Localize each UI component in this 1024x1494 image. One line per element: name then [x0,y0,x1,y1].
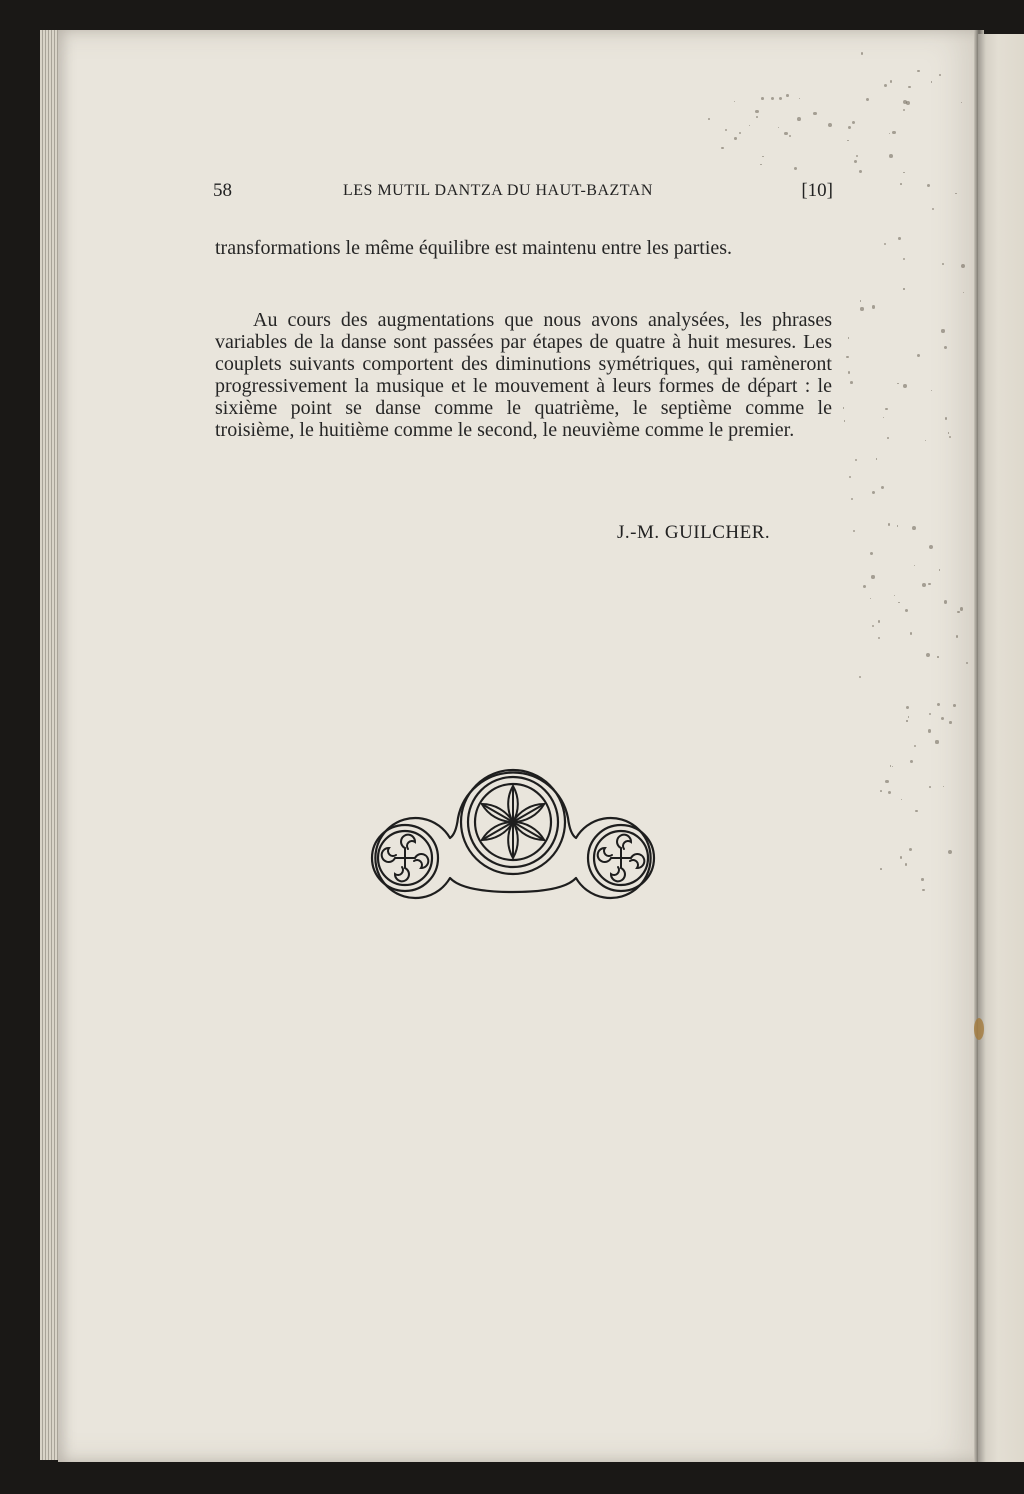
foxing-speck [949,721,951,723]
foxing-speck [910,760,913,763]
foxing-speck [912,526,916,530]
paragraph-main: Au cours des augmentations que nous avons analysées, les phrases variables de la danse sont passées par étapes de quatre à huit mesures. Les couplets suivants comportent des diminutions symétriques, qui ramèneront progressivement la musique et le mouvement à leurs formes de départ : le sixième point se danse comme le quatrième, le septième comme le troisième, le huitième comme le second, le neuvième comme le premier. [215,309,832,441]
foxing-speck [892,131,895,134]
foxing-speck [749,125,750,126]
foxing-speck [885,780,888,783]
foxing-speck [734,137,737,140]
lauburu-head [598,848,621,862]
foxing-speck [953,704,956,707]
lauburu-head [401,835,415,858]
author-signature: J.-M. GUILCHER. [617,522,771,543]
paper-stain [974,1018,984,1040]
foxing-speck [922,583,926,587]
foxing-speck [861,52,863,54]
foxing-speck [922,889,925,892]
foxing-speck [944,600,947,603]
foxing-speck [961,264,965,268]
next-page-edge [978,34,1024,1462]
foxing-speck [956,635,958,637]
foxing-speck [881,486,884,489]
foxing-speck [860,307,863,310]
page-number: 58 [213,180,232,201]
foxing-speck [847,140,848,141]
foxing-speck [943,786,944,787]
foxing-speck [848,371,850,373]
lauburu-head [621,854,644,868]
foxing-speck [942,263,944,265]
paragraph-continuation: transformations le même équilibre est maintenu entre les parties. [215,237,733,259]
foxing-speck [941,329,944,332]
foxing-speck [871,575,874,578]
foxing-speck [876,458,878,460]
foxing-speck [945,417,947,419]
foxing-speck [929,713,931,715]
foxing-speck [850,381,853,384]
foxing-speck [960,607,963,610]
foxing-speck [905,863,907,865]
foxing-speck [756,116,758,118]
foxing-speck [880,790,882,792]
foxing-speck [872,305,876,309]
foxing-speck [880,868,882,870]
foxing-speck [906,720,907,721]
foxing-speck [903,109,905,111]
lauburu-head [395,858,409,881]
foxing-speck [926,653,930,657]
foxing-speck [859,170,862,173]
foxing-speck [957,611,959,613]
foxing-speck [921,878,923,880]
foxing-speck [929,545,933,549]
lauburu-head [617,835,631,858]
foxing-speck [909,848,912,851]
foxing-speck [878,620,880,622]
foxing-speck [797,117,801,121]
foxing-speck [935,740,938,743]
foxing-speck [937,703,940,706]
section-number: [10] [801,180,833,201]
foxing-speck [860,300,861,301]
foxing-speck [708,118,710,120]
lauburu-head [611,858,625,881]
foxing-speck [939,74,941,76]
basque-rosette-ornament-icon [358,760,668,900]
foxing-speck [734,101,735,102]
foxing-speck [903,288,904,289]
running-header [213,180,833,208]
foxing-speck [870,598,871,599]
foxing-speck [905,609,908,612]
foxing-speck [937,656,938,657]
foxing-speck [889,154,893,158]
lauburu-head [405,854,428,868]
foxing-speck [906,706,909,709]
foxing-speck [889,133,890,134]
foxing-speck [928,729,932,733]
foxing-speck [917,354,920,357]
running-title: LES MUTIL DANTZA DU HAUT-BAZTAN [343,182,653,199]
foxing-speck [854,160,857,163]
foxing-speck [910,632,912,634]
lauburu-head [382,848,405,862]
foxing-speck [885,408,887,410]
foxing-speck [890,80,893,83]
foxing-speck [739,132,741,134]
foxing-speck [887,437,889,439]
foxing-speck [843,407,844,408]
foxing-speck [778,127,779,128]
foxing-speck [900,183,902,185]
